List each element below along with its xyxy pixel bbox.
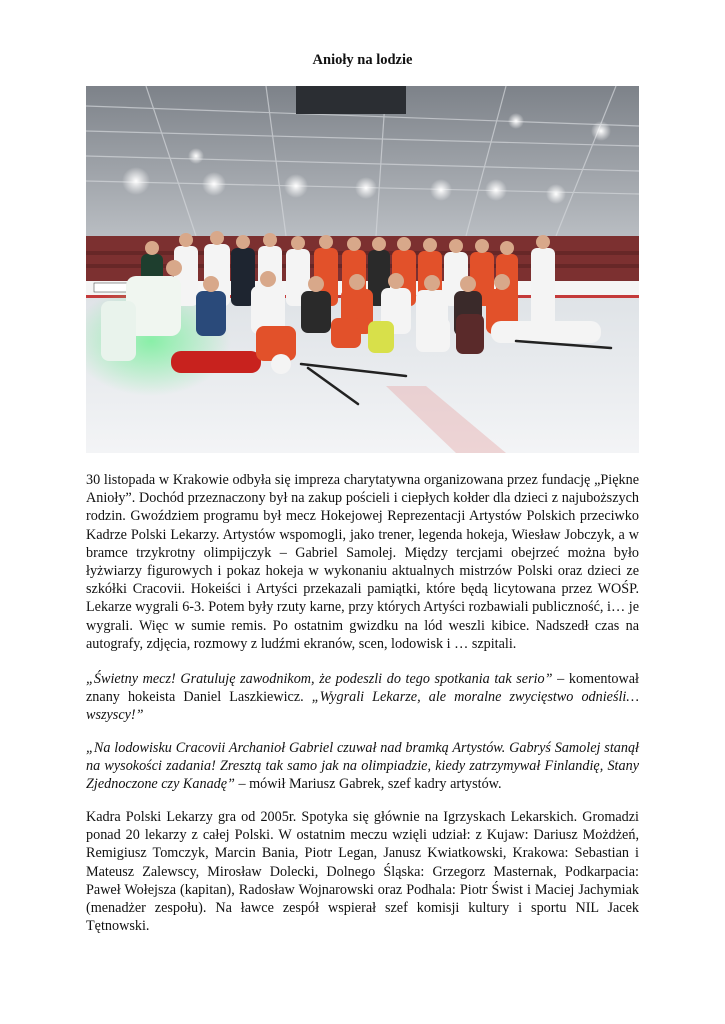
hockey-team-photo-icon — [86, 86, 639, 453]
paragraph-laszkiewicz-quote — [86, 670, 639, 725]
page-title: Anioły na lodzie — [312, 52, 413, 68]
quote-text: „Świetny mecz! Gratuluję zawodnikom, że podeszli do tego spotkania tak serio” — [86, 671, 553, 687]
hockey-team-photo — [86, 86, 639, 453]
attribution-text: – mówił Mariusz Gabrek, szef kadry artystów. — [234, 776, 502, 793]
paragraph-text: Kadra Polski Lekarzy gra od 2005r. Spotyka się głównie na Igrzyskach Lekarskich. Gromadzi ponad 20 lekarzy z całej Polski. W ostatnim meczu wzięli udział: z Kujaw: Dariusz Możdżeń, Remigiusz Tomczyk, Marcin Bania, Piotr Legan, Janusz Kwiatkowski, Krakowa: Sebastian i Mateusz Zalewscy, Mirosław Dolecki, Dolnego Śląska: Grzegorz Masternak, Podkarpacia: Paweł Wołejsza (kapitan), Radosław Wojnarowski oraz Podhala: Piotr Świst i Maciej Jachymiak (menadżer zespołu). Na ławce zespół wspierał szef komisji kultury i sportu NIL Jacek Tętnowski. — [86, 809, 639, 935]
paragraph-gabrek-quote — [86, 739, 639, 794]
quote-text: „Na lodowisku Cracovii Archanioł Gabriel czuwał nad bramką Artystów. Gabryś Samolej stanął na wysokości zadania! Zresztą tak samo jak na olimpiadzie, kiedy zatrzymywał Finlandię, Stany Zjednoczone czy Kanadę” — [86, 740, 639, 793]
paragraph-team-roster — [86, 808, 639, 935]
attribution-text: – komentował znany hokeista Daniel Laszkiewicz. — [86, 671, 639, 706]
paragraph-event-report — [86, 471, 639, 653]
quote-text: „Wygrali Lekarze, ale moralne zwycięstwo odnieśli… wszyscy!” — [86, 689, 639, 724]
paragraph-text: 30 listopada w Krakowie odbyła się impreza charytatywna organizowana przez fundację „Piękne Anioły”. Dochód przeznaczony był na zakup pościeli i ciepłych kołder dla dzieci z najuboższych rodzin. Gwoździem programu był mecz Hokejowej Reprezentacji Artystów Polskich przeciwko Kadrze Polski Lekarzy. Artystów wspomogli, jako trener, legenda hokeja, Wiesław Jobczyk, a w bramce trzykrotny olimpijczyk – Gabriel Samolej. Między tercjami obejrzeć można było łyżwiarzy figurowych i pokaz hokeja w wykonaniu aktualnych mistrzów Polski oraz dzieci ze szkółki Cracovii. Hokeiści i Artyści przekazali pamiątki, które będą licytowana przez WOŚP. Lekarze wygrali 6-3. Potem były rzuty karne, przy których Artyści rozbawiali publiczność, i… je wygrali. Więc w sumie remis. Po ostatnim gwizdku na lód weszli kibice. Nadszedł czas na autografy, zdjęcia, rozmowy z ludźmi ekranów, scen, lodowisk i … szpitali. — [86, 472, 639, 652]
